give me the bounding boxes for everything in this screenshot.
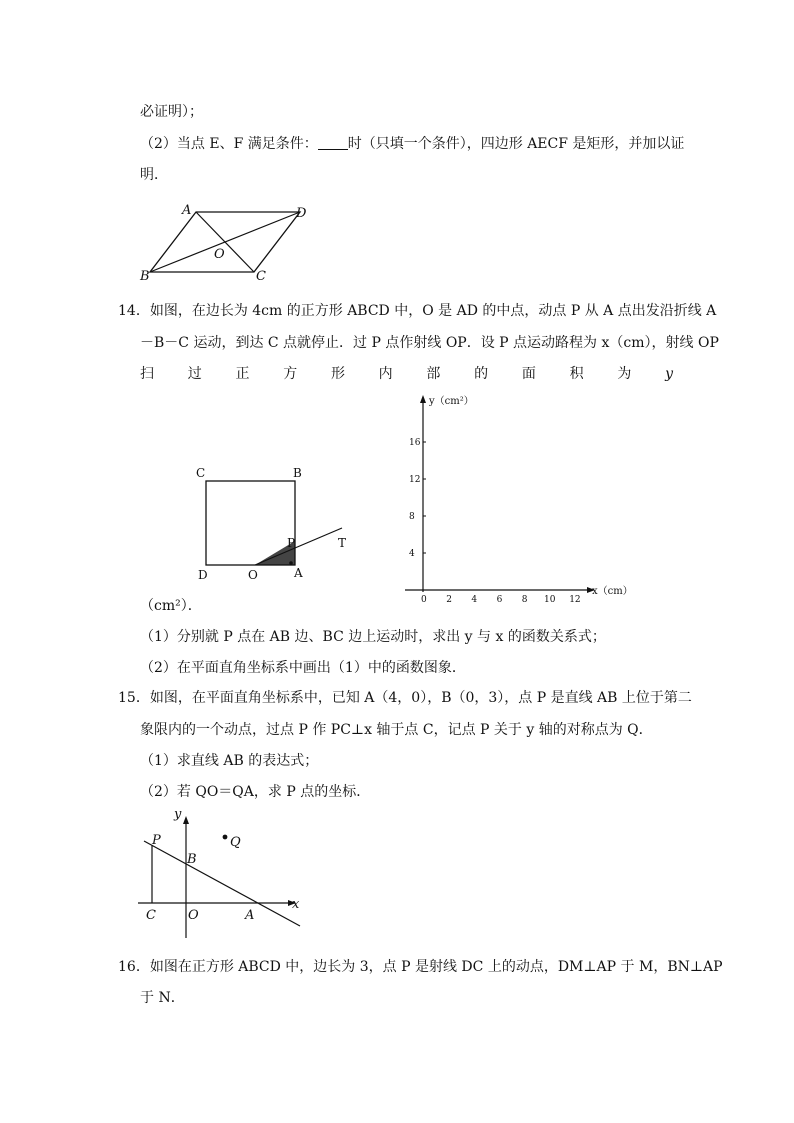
- spread-char: 方: [283, 366, 298, 382]
- question-16-line-2: 于 N．: [140, 990, 185, 1006]
- y-arrow-icon: [183, 816, 189, 824]
- question-15-part-2: （2）若 QO＝QA，求 P 点的坐标．: [140, 784, 371, 800]
- y-tick-label: 8: [409, 512, 415, 522]
- question-15-line-2: 象限内的一个动点，过点 P 作 PC⊥x 轴于点 C，记点 P 关于 y 轴的对称点为 Q．: [140, 722, 653, 738]
- question-14-line-4: （cm²）．: [140, 598, 202, 614]
- question-15-line-1: 15．如图，在平面直角坐标系中，已知 A（4，0），B（0，3），点 P 是直线 AB 上位于第二: [118, 690, 692, 706]
- label-x: x: [292, 897, 300, 912]
- parallelogram-figure: [130, 200, 320, 285]
- line-ab: [144, 841, 300, 926]
- label-p: P: [287, 536, 296, 550]
- question-14-line-2: －B－C 运动，到达 C 点就停止．过 P 点作射线 OP．设 P 点运动路程为 x（cm），射线 OP: [140, 335, 719, 351]
- label-c: C: [196, 466, 206, 480]
- x-axis-label: x（cm）: [592, 586, 633, 597]
- y-axis-label: y（cm²）: [429, 396, 474, 407]
- y-arrow-icon: [420, 395, 426, 403]
- label-q: Q: [230, 835, 241, 850]
- spread-char: 部: [426, 366, 441, 382]
- label-o: O: [188, 908, 199, 923]
- spread-char: 内: [378, 366, 393, 382]
- coordinate-axes-figure: [395, 392, 645, 612]
- y-tick-label: 12: [409, 475, 421, 485]
- label-d: D: [296, 206, 307, 221]
- label-c: C: [146, 908, 156, 923]
- label-o: O: [248, 568, 258, 582]
- x-tick-label: 8: [521, 595, 528, 605]
- point-dot: [289, 561, 293, 565]
- label-a: A: [294, 566, 303, 580]
- y-tick-label: 16: [409, 438, 421, 448]
- text-line: [140, 134, 684, 154]
- label-a: A: [245, 908, 255, 923]
- spread-char: 的: [474, 366, 489, 382]
- spread-char: 面: [521, 366, 536, 382]
- label-c: C: [256, 269, 266, 284]
- spread-char: 正: [235, 366, 250, 382]
- x-tick-label: 0: [421, 595, 427, 605]
- ray-ot: [255, 528, 342, 565]
- point-q-dot: [223, 835, 228, 840]
- label-t: T: [338, 536, 347, 550]
- answer-blank[interactable]: [318, 135, 348, 150]
- x-tick-label: 6: [496, 595, 503, 605]
- label-b: B: [187, 852, 197, 867]
- question-14-line-3: [140, 364, 673, 384]
- spread-char: 为: [617, 366, 632, 382]
- question-14-part-1: （1）分别就 P 点在 AB 边、BC 边上运动时，求出 y 与 x 的函数关系式；: [140, 629, 606, 645]
- y-tick-label: 4: [409, 549, 415, 559]
- question-14-line-1: 14．如图，在边长为 4cm 的正方形 ABCD 中，O 是 AD 的中点，动点 P 从 A 点出发沿折线 A: [118, 303, 717, 319]
- spread-char: 形: [330, 366, 345, 382]
- label-o: O: [214, 247, 225, 262]
- spread-char: y: [665, 366, 673, 382]
- x-tick-label: 12: [569, 595, 581, 605]
- question-14-part-2: （2）在平面直角坐标系中画出（1）中的函数图象．: [140, 660, 466, 676]
- x-tick-label: 10: [544, 595, 556, 605]
- text-line: 必证明）；: [140, 104, 203, 120]
- line-ab-figure: [130, 808, 310, 948]
- x-tick-label: 2: [446, 595, 452, 605]
- label-b: B: [293, 466, 302, 480]
- condition-suffix: 时（只填一个条件），四边形 AECF 是矩形，并加以证: [347, 136, 685, 152]
- label-p: P: [152, 833, 161, 848]
- square-figure: [190, 455, 370, 585]
- question-15-part-1: （1）求直线 AB 的表达式；: [140, 753, 319, 769]
- label-b: B: [140, 269, 150, 284]
- spread-char: 过: [187, 366, 202, 382]
- label-y: y: [174, 807, 182, 822]
- condition-prefix: （2）当点 E、F 满足条件：: [140, 136, 318, 152]
- spread-char: 积: [569, 366, 584, 382]
- label-d: D: [198, 568, 208, 582]
- spread-char: 扫: [140, 366, 154, 382]
- question-16-line-1: 16．如图在正方形 ABCD 中，边长为 3，点 P 是射线 DC 上的动点，DM⊥AP 于 M，BN⊥AP: [118, 959, 723, 975]
- text-line: 明．: [140, 167, 168, 183]
- x-tick-label: 4: [471, 595, 478, 605]
- label-a: A: [182, 203, 192, 218]
